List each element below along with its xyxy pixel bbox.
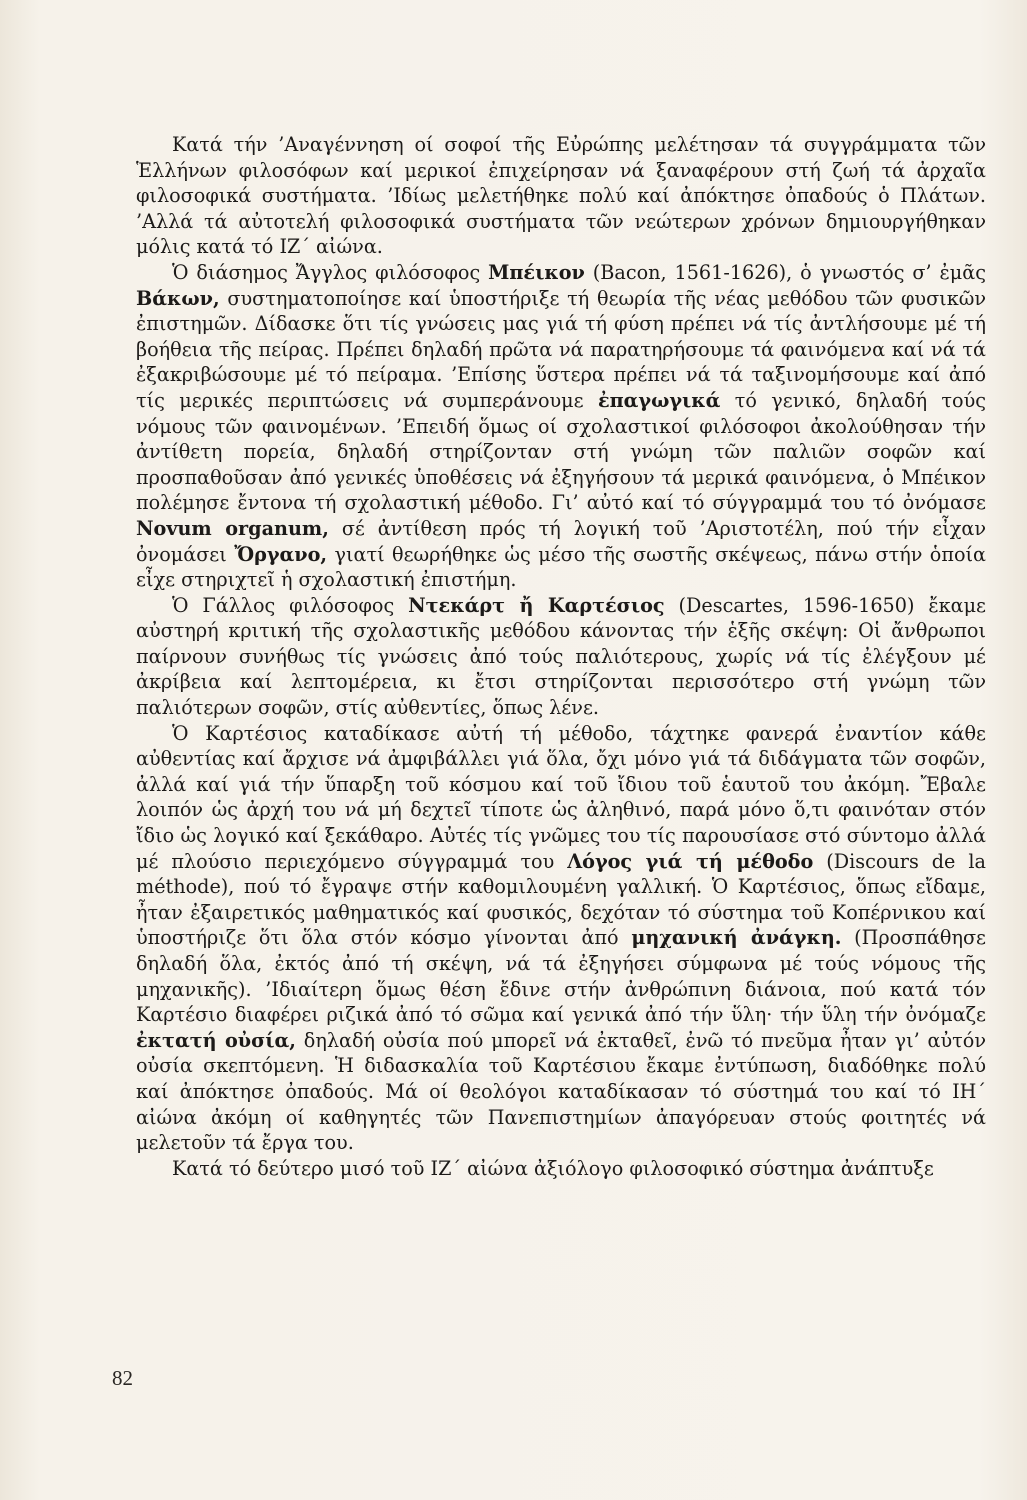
text-span: (Bacon, 1561-1626), ὁ γνωστός σ’ ἐμᾶς [584,260,986,284]
paragraph-descartes-intro [136,593,986,721]
text-span: γιατί θεωρήθηκε ὡς μέσο τῆς σωστῆς σκέψεως, πάνω στήν ὁποία εἶχε στηριχτεῖ ἡ σχολαστική ἐπιστήμη. [136,542,987,592]
bold-term: Βάκων, [136,286,220,310]
body-text [136,132,986,1181]
bold-term: ἐπαγωγικά [597,388,721,412]
text-span: (Discours de la méthode), πού τό ἔγραψε στήν καθομιλουμένη γαλλική. Ὁ Καρτέσιος, ὅπως εἴδαμε, ἦταν ἐξαιρετικός μαθηματικός καί φυσικός, δεχόταν τό σύστημα τοῦ Κοπέρνικου καί ὑποστήριζε ὅτι ὅλα στόν κόσμο γίνονται ἀπό [136,849,986,950]
text-span: Ὁ Καρτέσιος καταδίκασε αὐτή τή μέθοδο, τάχτηκε φανερά ἐναντίον κάθε αὐθεντίας καί ἄρχισε νά ἀμφιβάλλει γιά ὅλα, ὄχι μόνο γιά τά διδάγματα τῶν σοφῶν, ἀλλά καί γιά τήν ὕπαρξη τοῦ κόσμου καί τοῦ ἴδιου τοῦ ἑαυτοῦ του ἀκόμη. Ἔβαλε λοιπόν ὡς ἀρχή του νά μή δεχτεῖ τίποτε ὡς ἀληθινό, παρά μόνο ὅ,τι φαινόταν στόν ἴδιο ὡς λογικό καί ξεκάθαρο. Αὐτές τίς γνῶμες του τίς παρουσίασε στό σύντομο ἀλλά μέ πλούσιο περιεχόμενο σύγγραμμά του [136,721,986,873]
paragraph-renaissance [136,132,986,260]
page-number: 82 [112,1366,133,1390]
text-span: Κατά τό δεύτερο μισό τοῦ ΙΖ΄ αἰώνα ἀξιόλογο φιλοσοφικό σύστημα ἀνάπτυξε [172,1156,934,1180]
bold-term: Μπέικον [488,260,585,284]
bold-term: Ὄργανο, [234,542,328,566]
bold-term: ἐκτατή οὐσία, [136,1028,296,1052]
paragraph-17th-century [136,1156,986,1182]
text-span: τό γενικό, δηλαδή τούς νόμους τῶν φαινομένων. ’Επειδή ὅμως οί σχολαστικοί φιλόσοφοι ἀκολούθησαν τήν ἀντίθετη πορεία, δηλαδή στηρίζονταν στή γνώμη τῶν παλιῶν σοφῶν καί προσπαθοῦσαν ἀπό γενικές ὑποθέσεις νά ἐξηγήσουν τά μερικά φαινόμενα, ὁ Μπέικον πολέμησε ἔντονα τή σχολαστική μέθοδο. Γι’ αὐτό καί τό σύγγραμμά του τό ὀνόμασε [136,388,986,515]
paragraph-descartes-method [136,721,986,1156]
text-span: (Descartes, 1596-1650) ἔκαμε αὐστηρή κριτική τῆς σχολαστικῆς μεθόδου κάνοντας τήν ἑξῆς σκέψη: Οἱ ἄνθρωποι παίρνουν συνήθως τίς γνώσεις ἀπό τούς παλιότερους, χωρίς νά τίς ἐλέγξουν μέ ἀκρίβεια καί λεπτομέρεια, κι ἔτσι στηρίζονται περισσότερο στή γνώμη τῶν παλιότερων σοφῶν, στίς αὐθεντίες, ὅπως λένε. [136,593,986,720]
text-span: συστηματοποίησε καί ὑποστήριξε τή θεωρία τῆς νέας μεθόδου τῶν φυσικῶν ἐπιστημῶν. Δίδασκε ὅτι τίς γνώσεις μας γιά τή φύση πρέπει νά τίς ἀντλήσουμε μέ τή βοήθεια τῆς πείρας. Πρέπει δηλαδή πρῶτα νά παρατηρήσουμε τά φαινόμενα καί νά τά ἐξακριβώσουμε μέ τό πείραμα. ’Επίσης ὕστερα πρέπει νά τά ταξινομήσουμε καί ἀπό τίς μερικές περιπτώσεις νά συμπεράνουμε [136,286,986,412]
bold-term: Ντεκάρτ ἤ Καρτέσιος [408,593,665,617]
paragraph-bacon [136,260,986,593]
text-span: Κατά τήν ’Αναγέννηση οί σοφοί τῆς Εὐρώπης μελέτησαν τά συγγράμματα τῶν Ἑλλήνων φιλοσόφων καί μερικοί ἐπιχείρησαν νά ξαναφέρουν στή ζωή τά ἀρχαῖα φιλοσοφικά συστήματα. ’Ιδίως μελετήθηκε πολύ καί ἀπόκτησε ὀπαδούς ὁ Πλάτων. ’Αλλά τά αὐτοτελή φιλοσοφικά συστήματα τῶν νεώτερων χρόνων δημιουργήθηκαν μόλις κατά τό ΙΖ΄ αἰώνα. [136,133,986,259]
text-span: σέ ἀντίθεση πρός τή λογική τοῦ ’Αριστοτέλη, πού τήν εἶχαν ὀνομάσει [136,516,986,566]
text-span: Ὁ διάσημος Ἄγγλος φιλόσοφος [172,260,489,284]
text-span: Ὁ Γάλλος φιλόσοφος [172,593,409,617]
text-span: δηλαδή οὐσία πού μπορεῖ νά ἐκταθεῖ, ἐνῶ τό πνεῦμα ἦταν γι’ αὐτόν οὐσία σκεπτόμενη. Ἡ διδασκαλία τοῦ Καρτέσιου ἔκαμε ἐντύπωση, διαδόθηκε πολύ καί ἀπόκτησε ὀπαδούς. Μά οί θεολόγοι καταδίκασαν τό σύστημά του καί τό ΙΗ΄ αἰώνα ἀκόμη οί καθηγητές τῶν Πανεπιστημίων ἀπαγόρευαν στούς φοιτητές νά μελετοῦν τά ἔργα του. [136,1028,986,1155]
bold-term: Novum organum, [136,516,329,540]
bold-term: Λόγος γιά τή μέθοδο [567,849,814,873]
text-span: (Προσπάθησε δηλαδή ὅλα, ἐκτός ἀπό τή σκέψη, νά τά ἐξηγήσει σύμφωνα μέ τούς νόμους τῆς μηχανικῆς). ’Ιδιαίτερη ὅμως θέση ἔδινε στήν ἀνθρώπινη διάνοια, πού κατά τόν Καρτέσιο διαφέρει ριζικά ἀπό τό σῶμα καί γενικά ἀπό τήν ὕλη· τήν ὕλη τήν ὀνόμαζε [136,926,986,1027]
bold-term: μηχανική ἀνάγκη. [631,926,842,950]
